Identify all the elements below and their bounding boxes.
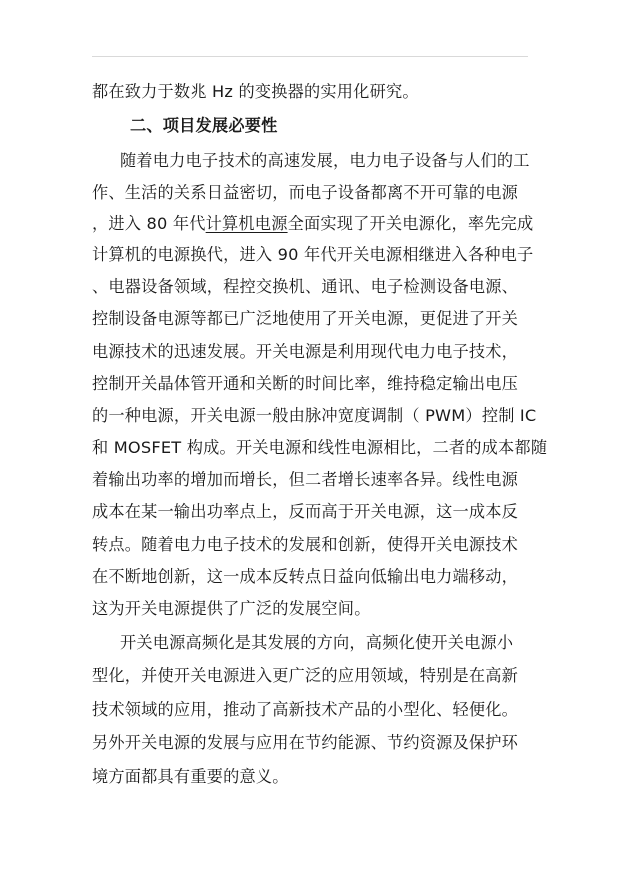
- paragraph-1-line-14: 在不断地创新，这一成本反转点日益向低输出电力端移动，: [92, 567, 519, 586]
- paragraph-1-line-13: 转点。随着电力电子技术的发展和创新，使得开关电源技术: [92, 535, 519, 554]
- underlined-term: 计算机电源: [205, 214, 288, 233]
- paragraph-1-line-11: 着输出功率的增加而增长，但二者增长速率各异。线性电源: [92, 470, 519, 489]
- section-heading: 二、项目发展必要性: [130, 116, 278, 135]
- paragraph-2-line-2: 型化，并使开关电源进入更广泛的应用领域，特别是在高新: [92, 666, 519, 685]
- paragraph-1-line-4: 计算机的电源换代，进入 90 年代开关电源相继进入各种电子: [92, 245, 534, 264]
- paragraph-1-line-5: 、电器设备领域，程控交换机、通讯、电子检测设备电源、: [92, 277, 519, 296]
- paragraph-1-line-3-end: 全面实现了开关电源化，率先完成: [287, 214, 534, 233]
- paragraph-1-line-3-start: ，进入 80 年代: [92, 214, 206, 233]
- paragraph-1-line-12: 成本在某一输出功率点上，反而高于开关电源，这一成本反: [92, 502, 519, 521]
- paragraph-2-line-1: 开关电源高频化是其发展的方向，高频化使开关电源小: [120, 633, 514, 652]
- paragraph-1-line-2: 作、生活的关系日益密切，而电子设备都离不开可靠的电源: [92, 183, 519, 202]
- paragraph-1-line-10: 和 MOSFET 构成。开关电源和线性电源相比，二者的成本都随: [92, 438, 548, 457]
- paragraph-1-line-7: 电源技术的迅速发展。开关电源是利用现代电力电子技术，: [92, 342, 519, 361]
- paragraph-2-line-4: 另外开关电源的发展与应用在节约能源、节约资源及保护环: [92, 733, 519, 752]
- intro-line: 都在致力于数兆 Hz 的变换器的实用化研究。: [92, 82, 419, 101]
- paragraph-1-line-9: 的一种电源，开关电源一般由脉冲宽度调制（ PWM）控制 IC: [92, 406, 537, 425]
- paragraph-1-line-6: 控制设备电源等都已广泛地使用了开关电源，更促进了开关: [92, 309, 519, 328]
- paragraph-1-line-3: [92, 214, 533, 234]
- paragraph-2-line-3: 技术领域的应用，推动了高新技术产品的小型化、轻便化。: [92, 700, 519, 719]
- paragraph-2-line-5: 境方面都具有重要的意义。: [92, 767, 289, 786]
- header-rule: [92, 56, 528, 57]
- paragraph-1-line-1: 随着电力电子技术的高速发展，电力电子设备与人们的工: [120, 151, 530, 170]
- paragraph-1-line-8: 控制开关晶体管开通和关断的时间比率，维持稳定输出电压: [92, 374, 519, 393]
- paragraph-1-line-15: 这为开关电源提供了广泛的发展空间。: [92, 599, 371, 618]
